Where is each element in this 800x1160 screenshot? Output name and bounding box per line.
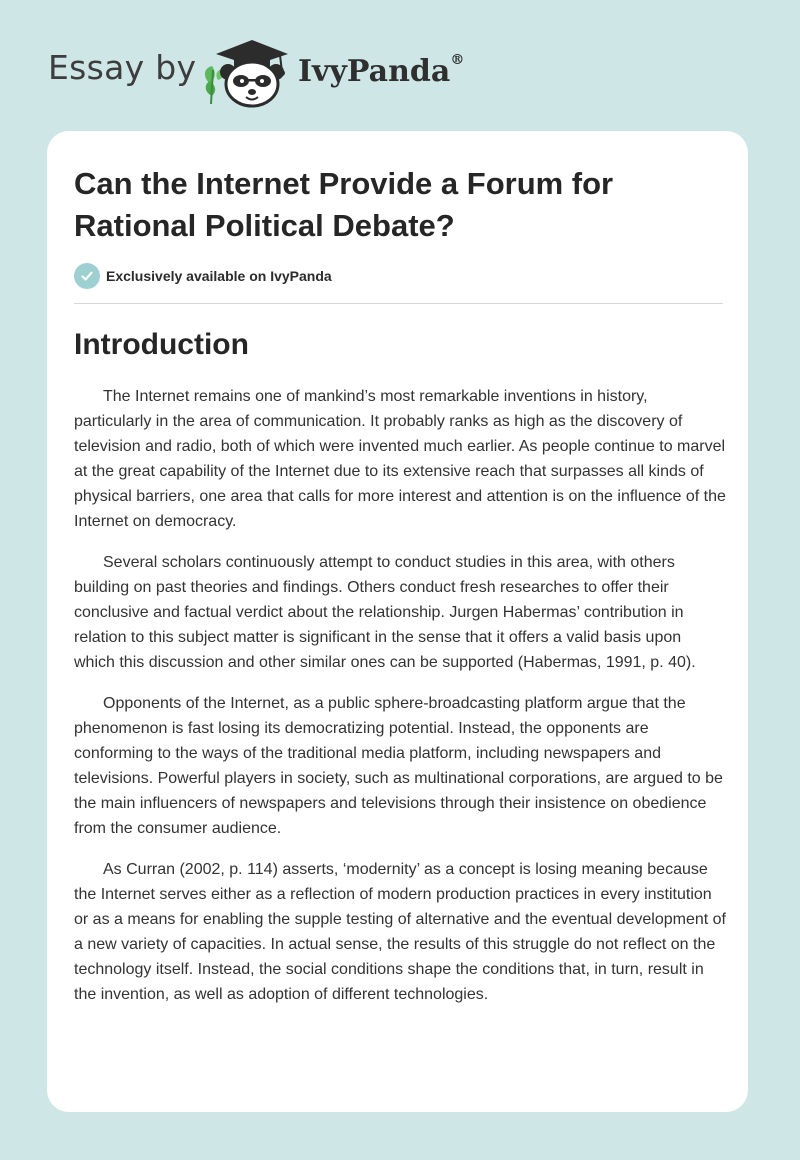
paragraph-4: As Curran (2002, p. 114) asserts, ‘modernity’ as a concept is losing meaning because the Internet serves either as a reflection of modern production practices in every institution or as a means for enabling the supple testing of alternative and the eventual development of a new variety of capacities. In actual sense, the results of this struggle do not reflect on the technology itself. Instead, the social conditions shape the conditions that, in turn, result in the invention, as well as adoption of different technologies. [74, 861, 726, 1003]
exclusive-badge [74, 263, 332, 289]
essay-card [47, 131, 748, 1112]
paragraph-3: Opponents of the Internet, as a public sphere-broadcasting platform argue that the phenomenon is fast losing its democratizing potential. Instead, the opponents are conforming to the ways of the traditional media platform, including newspapers and televisions. Powerful players in society, such as multinational corporations, are argued to be the main influencers of newspapers and televisions through their insistence on obedience from the consumer audience. [74, 695, 723, 837]
essay-title: Can the Internet Provide a Forum for Rational Political Debate? [74, 166, 614, 243]
exclusive-badge-label: Exclusively available on IvyPanda [106, 268, 332, 284]
divider [74, 303, 723, 304]
registered-mark: ® [450, 52, 465, 68]
essay-body [74, 384, 726, 1023]
paragraph-2: Several scholars continuously attempt to conduct studies in this area, with others building on past theories and findings. Others conduct fresh researches to offer their conclusive and factual verdict about the relationship. Jurgen Habermas’ contribution in relation to this subject matter is significant in the sense that it offers a valid basis upon which this discussion and other similar ones can be supported (Habermas, 1991, p. 40). [74, 554, 696, 671]
panda-graduate-icon[interactable] [200, 34, 294, 110]
paragraph-1: The Internet remains one of mankind’s most remarkable inventions in history, particularly in the area of communication. It probably ranks as high as the discovery of television and radio, both of which were invented much earlier. As people continue to marvel at the great capability of the Internet due to its extensive reach that surpasses all kinds of physical barriers, one area that calls for more interest and attention is on the influence of the Internet on democracy. [74, 388, 726, 530]
check-circle-icon [74, 263, 100, 289]
site-header [48, 30, 508, 110]
essay-by-label: Essay by [48, 48, 197, 87]
section-heading-introduction: Introduction [74, 328, 249, 361]
brand-name[interactable]: IvyPanda® [298, 52, 465, 89]
